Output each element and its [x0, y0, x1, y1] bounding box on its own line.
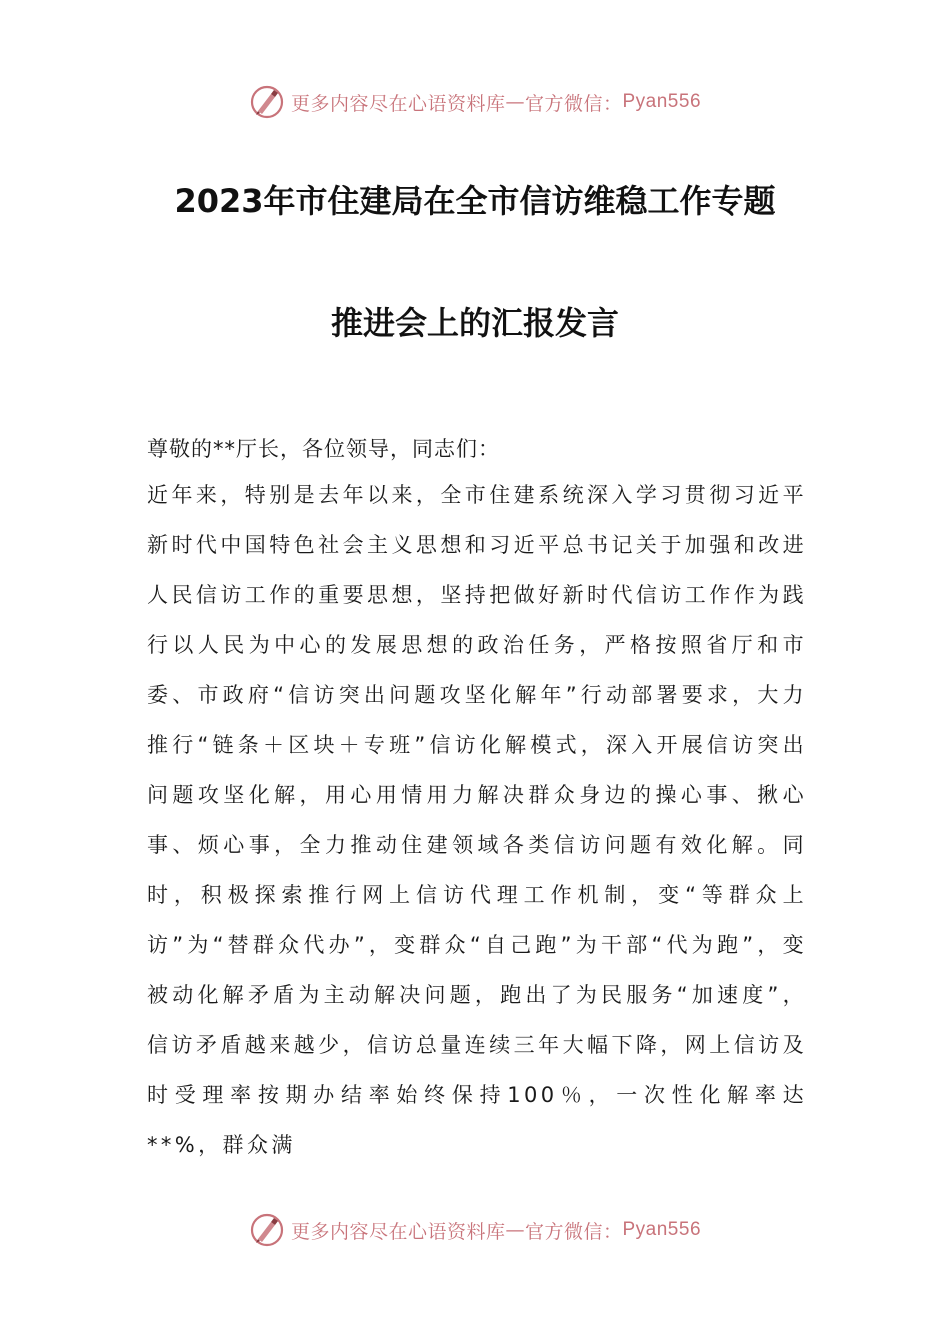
header-watermark — [0, 82, 950, 122]
watermark-wechat-label: 官方微信： — [524, 1220, 623, 1243]
document-title-line1: 2023年市住建局在全市信访维稳工作专题 — [174, 182, 776, 220]
watermark-wechat-id: Pyan556 — [622, 1219, 702, 1240]
salutation: 尊敬的**厅长，各位领导，同志们： — [147, 437, 500, 461]
watermark-separator: — — [505, 91, 525, 113]
body-paragraph: 近年来，特别是去年以来，全市住建系统深入学习贯彻习近平新时代中国特色社会主义思想和习近平总书记关于加强和改进人民信访工作的重要思想，坚持把做好新时代信访工作作为践行以人民为中心的发展思想的政治任务，严格按照省厅和市委、市政府“信访突出问题攻坚化解年”行动部署要求，大力推行“链条＋区块＋专班”信访化解模式，深入开展信访突出问题攻坚化解，用心用情用力解决群众身边的操心事、揪心事、烦心事，全力推动住建领域各类信访问题有效化解。同时，积极探索推行网上信访代理工作机制，变“等群众上访”为“替群众代办”，变群众“自己跑”为干部“代为跑”，变被动化解矛盾为主动解决问题，跑出了为民服务“加速度”，信访矛盾越来越少，信访总量连续三年大幅下降，网上信访及时受理率按期办结率始终保持100％，一次性化解率达**%，群众满 — [147, 483, 807, 1157]
pen-logo-icon — [249, 1212, 285, 1248]
watermark-wechat-id: Pyan556 — [622, 91, 702, 112]
watermark-separator: — — [505, 1219, 525, 1241]
watermark-text: 更多内容尽在心语资料库 — [290, 92, 506, 115]
watermark-text: 更多内容尽在心语资料库 — [290, 1220, 506, 1243]
pen-logo-icon — [249, 84, 285, 120]
document-title-line2: 推进会上的汇报发言 — [330, 304, 619, 342]
watermark-wechat-label: 官方微信： — [524, 92, 623, 115]
footer-watermark — [0, 1210, 950, 1250]
